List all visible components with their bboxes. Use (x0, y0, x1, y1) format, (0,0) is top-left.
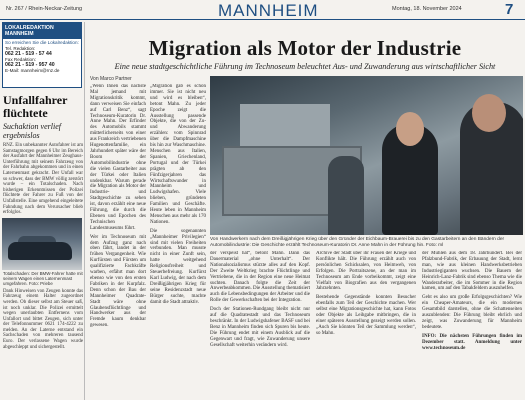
article-column-3 (210, 251, 310, 400)
column-3-text-b: Doch der Stationen-Rundgang bleibt nicht nur auf die Quadratestadt und das Technoseum beschränkt. In der Ludwigshafener BASF und bei Benz in Mannheim finden sich Spuren bis heute. Die Führung endet mit einem Ausblick auf die Gegenwart und fragt, wie Zuwanderung unsere Gesellschaft weiterhin verändern wird. (210, 307, 310, 348)
article-column-5 (422, 251, 522, 400)
fax-label: Fax Redaktion: (5, 57, 36, 63)
sidebar-headline: Unfallfahrer flüchtete (3, 93, 68, 120)
article-column-2 (150, 84, 206, 400)
article-photo (210, 76, 523, 235)
left-sidebar (0, 22, 84, 400)
article-byline: Von Marco Partner (90, 76, 132, 82)
info-box: INFO: Die nächsten Führungen finden im Dezember statt. Anmeldung unter www.technoseum.de (422, 333, 522, 351)
column-1-text: „Wenn Ihnen das nächste Mal jemand mit Migrationskritik kommt, dann verweisen Sie einfach auf Carl Benz“, sagt Technoseum-Kuratorin Dr. Anne Mahn. Der Erfinder des Automobils stammt mütterlicherseits von einer aus Frankreich vertriebenen Hugenottenfamilie, ein Jahrhundert später wäre der Boom der Automobilindustrie ohne die vielen Gastarbeiter aus der Türkei oder Italien undenkbar. Warum gerade die Migration als Motor der Industrie- und Stadtgeschichte zu sehen ist, davon erzählt eine neue Führung, die durch die Ebenen und Epochen des Technischen Landesmuseums führt. (90, 84, 146, 231)
sidebar-article-text: RNZ. Ein unbekannter Autofahrer ist am Samstagmorgen gegen 6 Uhr im Bereich der Ausfahrt der Mannheimer Zeughaus-Unterführung mit seinem Fahrzeug von der Fahrbahn abgekommen und in einen Laternenmast gekracht. Der Unfall war so schwer, dass der BMW völlig zerstört wurde – ein Totalschaden. Nach bisherigen Erkenntnissen der Polizei flüchtete der Fahrer zu Fuß von der Unfallstelle. Eine umgehend eingeleitete Fahndung nach dem Verursacher blieb erfolglos. (3, 143, 83, 216)
article-headline: Migration als Motor der Industrie (148, 36, 462, 60)
page-number: 7 (505, 1, 514, 18)
column-4-text: Archive der Stadt über ihr Frauen der Kriege und Konflikte hält. Die Führung erzählt auch von persönlichen Schicksalen, von Heimweh, von Erfolgen. Die Portraitszene, an der man im Technoseum am Ende vorbeikommt, zeigt eine Vielfalt von Biografien aus den vergangenen Jahrzehnten. (316, 251, 416, 292)
article-subhead: Eine neue stadtgeschichtliche Führung im Technoseum beleuchtet Aus- und Zuwanderung aus wirtschaftlicher Sicht (114, 62, 496, 71)
article-column-1 (90, 84, 146, 400)
email-address[interactable]: E-Mail: mannheim@rnz.de (5, 68, 60, 74)
contact-intro: So erreichen Sie die Lokalredaktion: (5, 40, 79, 45)
column-divider (84, 22, 85, 400)
page-header (0, 0, 525, 20)
phone-label: Tel. Redaktion: (5, 46, 36, 51)
column-1-text-b: Wer im Technoseum mit dem Aufzug ganz nach oben fährt, landet in der frühen Vergangenheit. Wie Kurfürsten und Fürsten um qualifizierte Fachkräfte warben, erfährt man dort ebenso wie von den ersten Fabriken in der Kurpfalz. Denn schon der Bau der Mannheimer Quadrate-Stadt wäre ohne Glaubensflüchtlinge und Handwerker aus der Fremde kaum denkbar gewesen. (90, 234, 146, 329)
section-title: MANNHEIM (218, 1, 319, 20)
accident-photo (2, 218, 82, 270)
issue-number: Nr. 267 / Rhein-Neckar-Zeitung (6, 6, 83, 12)
column-3-text: der verspeist hat“, betont Mahn. Dann das Dauermaterial „ohne Unterhalt“. Der Nationalsozialismus stürzte alles auf den Kopf. Der Zweite Weltkrieg brachte Flüchtlinge und Vertriebene, die in der Region eine neue Heimat suchten. Danach folgte die Zeit der Anwerbeabkommen. Die Ausstellung thematisiert auch die Lebensbedingungen der Arbeiter und die Rolle der Gewerkschaften bei der Integration. (210, 251, 310, 304)
fax-number: 062 21 - 519 - 957 40 (5, 61, 55, 68)
contact-box (2, 22, 82, 88)
contact-box-heading: LOKALREDAKTION MANNHEIM (3, 23, 81, 39)
column-2-text: „Migration gab es schon immer. Sie ist nicht neu und wird es bleiben“, betont Mahn. Zu jeder Epoche zeigt die Ausstellung passende Objekte, die von der Zu- und Abwanderung erzählen: vom Spinnrad über die Dampfmaschine bis hin zur Waschmaschine. Menschen aus Italien, Spanien, Griechenland, Portugal und der Türkei prägten ab den Fünfzigerjahren das Wirtschaftswunder in Mannheim und Ludwigshafen. Viele blieben, gründeten Familien und Geschäfte. Heute leben in Mannheim Menschen aus mehr als 170 Nationen. (150, 84, 206, 225)
accident-photo-caption: Totalschaden: Der BMW-Fahrer hatte mit seinem Wagen einen Laternenmast umgefahren. Foto: Priebe (3, 270, 83, 286)
article-column-4 (316, 251, 416, 400)
sidebar-article-text-continued: Dank Hinweisen von Zeugen konnte das Fahrzeug einem Halter zugeordnet werden. Ob dieser selbst am Steuer saß, ist noch unklar. Die Polizei ermittelt wegen unerlaubten Entfernens vom Unfallort und bittet Zeugen, sich unter der Telefonnummer 0621 174-4222 zu melden. An der Laterne entstand ein Sachschaden von mehreren tausend Euro. Der verlassene Wagen wurde abgeschleppt und sichergestellt. (3, 288, 83, 350)
column-4-text-b: Bestehende Gegenstände konnten Besucher ebenfalls zum Teil der Geschichte machen. Wer selbst eine Migrationsgeschichte hat, kann Fotos oder Objekte als Leihgabe mitbringen, die in einer späteren Ausstellung gezeigt werden sollen. „Auch Sie könnten Teil der Sammlung werden“, so Mahn. (316, 295, 416, 336)
issue-date: Montag, 18. November 2024 (392, 6, 462, 12)
article-photo-caption: Von Handwerkern nach dem Dreißigjährigen Krieg über den Gründer der Eichbaum-Brauerei bis zu den Gastarbeitern an den Bändern der Automobilindustrie: Die Geschichte erzählt Technoseum-Kuratorin Dr. Anne Mahn in der Führung hin. Foto: ml (210, 237, 505, 248)
column-5-text-b: Geht es also um große Erfolgsgeschichten? Wie ein Cheaper-Amateurs, die ein modernes Gesamtbild darstellen, ohne die Schattenseiten auszublenden: Die Führung bleibt ehrlich und zeigt, was Zuwanderung für Mannheim bedeutete. (422, 295, 522, 330)
column-5-text: der Mühlen aus dem 18. Jahrhundert. Bei der Pfalzbund-Fabrik, der Erbauung der Stadt, lernt man, wie aus kleinen Handwerksbetrieben Industriegiganten wuchsen. Die Bauern der Heinrich-Lanz-Fabrik sind ebenso Thema wie die Wanderarbeiter, die im Sommer in die Region kamen, um auf den Tabakfeldern auszuhelfen. (422, 251, 522, 292)
phone-number: 062 21 - 519 - 57 44 (5, 50, 52, 57)
column-2-text-b: Die sogenannten „Mannheimer Privilegien“ sind mit vielen Freiheiten verbunden. Man musste nicht in einer Zunft sein, hatte weitgehend Religionsfreiheit und Steuerbefreiung. Kurfürst Karl Ludwig, der nach dem Dreißigjährigen Krieg für seine Residenzstadt neue Bürger suchte, machte damit die Stadt attraktiv. (150, 228, 206, 305)
sidebar-subhead: Suchaktion verlief ergebnislos (3, 122, 61, 140)
